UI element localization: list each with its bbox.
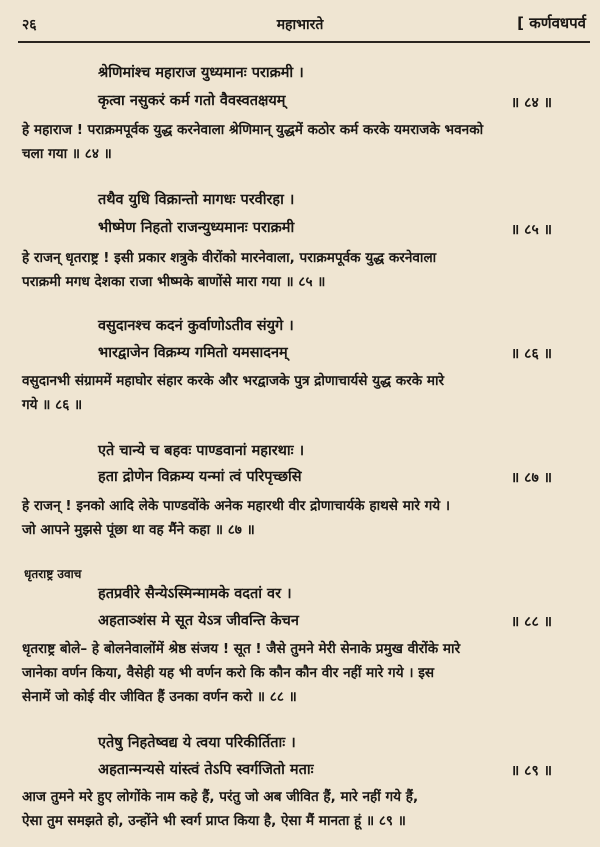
verse-line: हतप्रवीरे सैन्येऽस्मिन्मामके वदतां वर ।: [98, 586, 292, 602]
translation-line: आज तुमने मरे हुए लोगोंके नाम कहे हैं, परंतु जो अब जीवित हैं, मारे नहीं गये हैं,: [22, 789, 419, 805]
translation: [22, 369, 584, 417]
translation: [22, 494, 584, 542]
translation-line: हे महाराज ! पराक्रमपूर्वक युद्ध करनेवाला श्रेणिमान् युद्धमें कठोर कर्म करके यमराजके भवनको: [22, 122, 484, 138]
translation: [22, 118, 584, 166]
translation-line: पराक्रमी मगध देशका राजा भीष्मके बाणोंसे मारा गया ॥ ८५ ॥: [22, 274, 326, 290]
running-title: महाभारते: [276, 17, 324, 33]
translation-line: जो आपने मुझसे पूंछा था वह मैंने कहा ॥ ८७ ॥: [22, 522, 255, 538]
verse-line: एतेषु निहतेष्वद्य ये त्वया परिकीर्तिताः ।: [98, 735, 296, 751]
header-rule: [18, 41, 590, 43]
translation-line: सेनामें जो कोई वीर जीवित हैं उनका वर्णन करो ॥ ८८ ॥: [22, 689, 297, 705]
verse-number: ॥ ८४ ॥: [510, 95, 552, 111]
translation: [22, 246, 584, 294]
verse-line: तथैव युधि विक्रान्तो मागधः परवीरहा ।: [98, 192, 295, 208]
page-header: [0, 0, 600, 46]
verse-number: ॥ ८८ ॥: [510, 614, 552, 630]
verse-line: वसुदानश्च कदनं कुर्वाणोऽतीव संयुगे ।: [98, 318, 294, 334]
verse-number: ॥ ८५ ॥: [510, 222, 552, 238]
verse-number: ॥ ८६ ॥: [510, 346, 552, 362]
verse-number: ॥ ८९ ॥: [510, 763, 552, 779]
section-title: [ कर्णवधपर्व: [517, 14, 586, 32]
verse-line: अहतान्मन्यसे यांस्त्वं तेऽपि स्वर्गजितो मताः: [98, 762, 314, 778]
translation-line: वसुदानभी संग्राममें महाघोर संहार करके और भरद्वाजके पुत्र द्रोणाचार्यसे युद्ध करके मारे: [22, 373, 445, 389]
translation-line: गये ॥ ८६ ॥: [22, 397, 83, 413]
verse-line: हता द्रोणेन विक्रम्य यन्मां त्वं परिपृच्छसि: [98, 469, 302, 485]
translation: [22, 637, 584, 709]
verse-number: ॥ ८७ ॥: [510, 470, 552, 486]
verse-line: श्रेणिमांश्च महाराज युध्यमानः पराक्रमी ।: [98, 65, 304, 81]
translation-line: चला गया ॥ ८४ ॥: [22, 146, 112, 162]
speaker-label: धृतराष्ट्र उवाच: [24, 567, 82, 581]
translation-line: जानेका वर्णन किया, वैसेही यह भी वर्णन करो कि कौन कौन वीर नहीं मारे गये । इस: [22, 665, 435, 681]
verse-line: एते चान्ये च बहवः पाण्डवानां महारथाः ।: [98, 443, 305, 459]
translation: [22, 785, 584, 833]
verse-line: अहताञ्शंस मे सूत येऽत्र जीवन्ति केचन: [98, 613, 299, 629]
translation-line: हे राजन् ! इनको आदि लेके पाण्डवोंके अनेक महारथी वीर द्रोणाचार्यके हाथसे मारे गये ।: [22, 498, 451, 514]
translation-line: ऐसा तुम समझते हो, उन्होंने भी स्वर्ग प्राप्त किया है, ऐसा मैं मानता हूं ॥ ८९ ॥: [22, 813, 406, 829]
translation-line: हे राजन् धृतराष्ट्र ! इसी प्रकार शत्रुके वीरोंको मारनेवाला, पराक्रमपूर्वक युद्ध करनेवाला: [22, 250, 437, 266]
page-number: २६: [22, 17, 37, 33]
verse-line: कृत्वा नसुकरं कर्म गतो वैवस्वतक्षयम्: [98, 93, 286, 109]
translation-line: धृतराष्ट्र बोले– हे बोलनेवालोंमें श्रेष्ठ संजय ! सूत ! जैसे तुमने मेरी सेनाके प्रमुख वीरोंके मारे: [22, 641, 461, 657]
verse-line: भीष्मेण निहतो राजन्युध्यमानः पराक्रमी: [98, 220, 295, 236]
verse-line: भारद्वाजेन विक्रम्य गमितो यमसादनम्: [98, 345, 288, 361]
